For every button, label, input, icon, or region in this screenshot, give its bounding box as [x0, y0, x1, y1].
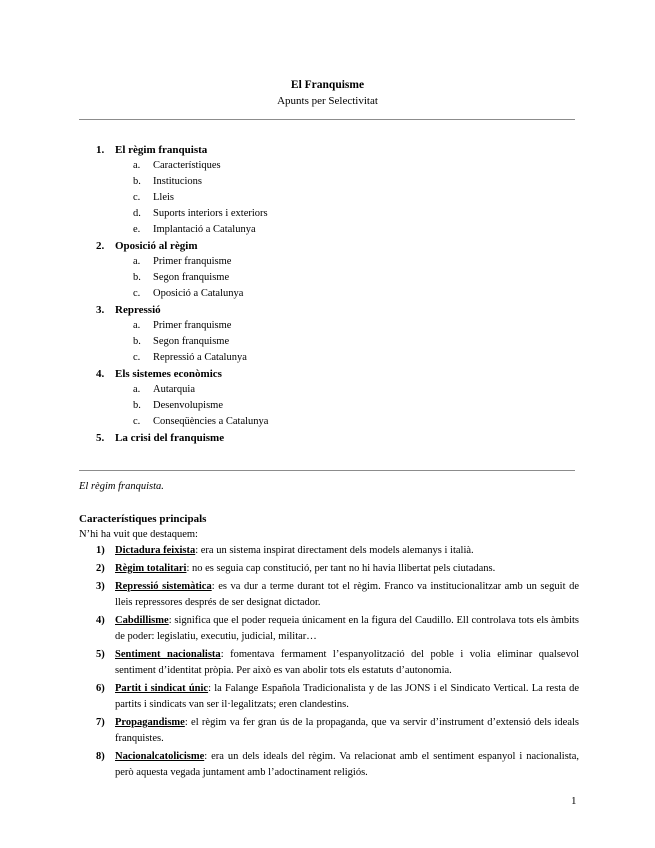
toc-subitem-label: Primer franquisme [153, 320, 232, 331]
toc-subitem-label: Repressió a Catalunya [153, 352, 247, 363]
toc-item [0, 142, 655, 158]
characteristic-number: 6) [96, 683, 105, 694]
toc-subitem [0, 270, 655, 286]
toc-item-number: 3. [96, 304, 105, 316]
characteristic-item [0, 613, 655, 647]
section-label: El règim franquista. [79, 481, 164, 492]
characteristic-text: : no es seguia cap constitució, per tant no hi havia llibertat pels ciutadans. [186, 563, 496, 574]
characteristic-term: Partit i sindicat únic [115, 683, 209, 694]
characteristic-body [115, 561, 579, 577]
toc-subitem-label: Segon franquisme [153, 272, 230, 283]
toc-subitem [0, 334, 655, 350]
toc-item [0, 238, 655, 254]
characteristic-term: Propagandisme [115, 717, 185, 728]
toc-subitem-letter: a. [133, 160, 141, 171]
page-number: 1 [571, 795, 577, 807]
toc-subitem-letter: a. [133, 384, 141, 395]
characteristic-item [0, 579, 655, 613]
characteristic-number: 5) [96, 649, 105, 660]
characteristic-text: : es va dur a terme durant tot el règim. Franco va institucionalitzar amb un seguit de lleis repressores després de ser designat dictador. [115, 581, 580, 608]
toc-divider [79, 470, 575, 471]
toc-subitem-label: Segon franquisme [153, 336, 230, 347]
toc-subitem [0, 206, 655, 222]
toc-subitem [0, 398, 655, 414]
toc-subitem-letter: c. [133, 416, 141, 427]
characteristic-number: 3) [96, 581, 105, 592]
toc-item-number: 1. [96, 144, 105, 156]
characteristic-number: 8) [96, 751, 105, 762]
toc-subitem-label: Implantació a Catalunya [153, 224, 256, 235]
toc-subitem-letter: b. [133, 176, 141, 187]
characteristic-term: Repressió sistemàtica [115, 581, 212, 592]
toc-item-label: Oposició al règim [115, 240, 198, 252]
toc-item-number: 2. [96, 240, 105, 252]
characteristic-item [0, 681, 655, 715]
characteristic-text: : era un sistema inspirat directament dels models alemanys i italià. [195, 545, 474, 556]
document-title: El Franquisme [290, 79, 365, 91]
toc-subitem-label: Oposició a Catalunya [153, 288, 244, 299]
toc-subitem-letter: c. [133, 352, 141, 363]
toc-subitem-label: Autarquia [153, 384, 195, 395]
characteristic-text: : fomentava fermament l’espanyolització del poble i volia eliminar qualsevol sentiment d’identitat pròpia. Per això es van abolir tots els estatuts d’autonomia. [115, 649, 579, 676]
characteristic-body [115, 715, 579, 747]
toc-subitem-label: Desenvolupisme [153, 400, 223, 411]
characteristic-term: Sentiment nacionalista [115, 649, 221, 660]
toc-item [0, 302, 655, 318]
toc-subitem-letter: d. [133, 208, 141, 219]
characteristic-term: Cabdillisme [115, 615, 169, 626]
toc-subitem-label: Característiques [153, 160, 221, 171]
toc-subitem [0, 174, 655, 190]
characteristic-number: 4) [96, 615, 105, 626]
toc-subitem-letter: b. [133, 336, 141, 347]
toc-subitem-letter: e. [133, 224, 141, 235]
document-subtitle: Apunts per Selectivitat [277, 95, 378, 107]
toc-item-label: Repressió [115, 304, 161, 316]
toc-subitem [0, 158, 655, 174]
toc-subitem [0, 254, 655, 270]
characteristic-text: : significa que el poder requeia únicament en la figura del Caudillo. Ell controlava tots els àmbits de poder: legislatiu, executiu, judicial, militar… [115, 615, 579, 642]
toc-subitem-label: Suports interiors i exteriors [153, 208, 268, 219]
characteristic-item [0, 647, 655, 681]
characteristic-body [115, 543, 579, 559]
characteristic-text: : era un dels ideals del règim. Va relacionat amb el sentiment espanyol i nacionalista, però aquesta vegada juntament amb l’adoctinament religiós. [115, 751, 579, 778]
characteristic-term: Règim totalitari [115, 563, 187, 574]
toc-subitem-letter: b. [133, 272, 141, 283]
toc-subitem-label: Lleis [153, 192, 174, 203]
characteristics-list [0, 543, 655, 783]
toc-subitem-letter: a. [133, 320, 141, 331]
toc-subitem [0, 286, 655, 302]
toc-item [0, 430, 655, 446]
toc-subitem-letter: b. [133, 400, 141, 411]
toc-subitem [0, 222, 655, 238]
toc-subitem-letter: c. [133, 192, 141, 203]
toc-subitem-letter: c. [133, 288, 141, 299]
toc-subitem [0, 350, 655, 366]
toc-item-label: La crisi del franquisme [115, 432, 225, 444]
characteristic-term: Dictadura feixista [115, 545, 196, 556]
toc-subitem [0, 318, 655, 334]
characteristic-body [115, 613, 579, 645]
toc-item-number: 4. [96, 368, 105, 380]
table-of-contents [0, 142, 655, 446]
toc-subitem-label: Institucions [153, 176, 202, 187]
characteristic-item [0, 749, 655, 783]
section-heading: Característiques principals [79, 513, 207, 525]
header-divider [79, 119, 575, 120]
section-intro: N’hi ha vuit que destaquem: [79, 529, 198, 540]
characteristic-item [0, 543, 655, 561]
toc-subitem-label: Conseqüències a Catalunya [153, 416, 269, 427]
toc-item-label: Els sistemes econòmics [115, 368, 222, 380]
characteristic-body [115, 579, 579, 611]
characteristic-number: 7) [96, 717, 105, 728]
toc-item-number: 5. [96, 432, 105, 444]
characteristic-number: 1) [96, 545, 105, 556]
characteristic-item [0, 561, 655, 579]
toc-subitem-letter: a. [133, 256, 141, 267]
characteristic-term: Nacionalcatolicisme [115, 751, 205, 762]
toc-subitem-label: Primer franquisme [153, 256, 232, 267]
characteristic-body [115, 749, 579, 781]
toc-item [0, 366, 655, 382]
characteristic-text: : la Falange Española Tradicionalista y de las JONS i el Sindicato Vertical. La resta de partits i sindicats van ser il·legalitzats; eren clandestins. [115, 683, 579, 710]
characteristic-item [0, 715, 655, 749]
characteristic-body [115, 681, 579, 713]
characteristic-text: : el règim va fer gran ús de la propaganda, que va servir d’instrument d’extensió dels ideals franquistes. [115, 717, 579, 744]
characteristic-number: 2) [96, 563, 105, 574]
toc-subitem [0, 414, 655, 430]
toc-item-label: El règim franquista [115, 144, 208, 156]
characteristic-body [115, 647, 579, 679]
toc-subitem [0, 190, 655, 206]
toc-subitem [0, 382, 655, 398]
